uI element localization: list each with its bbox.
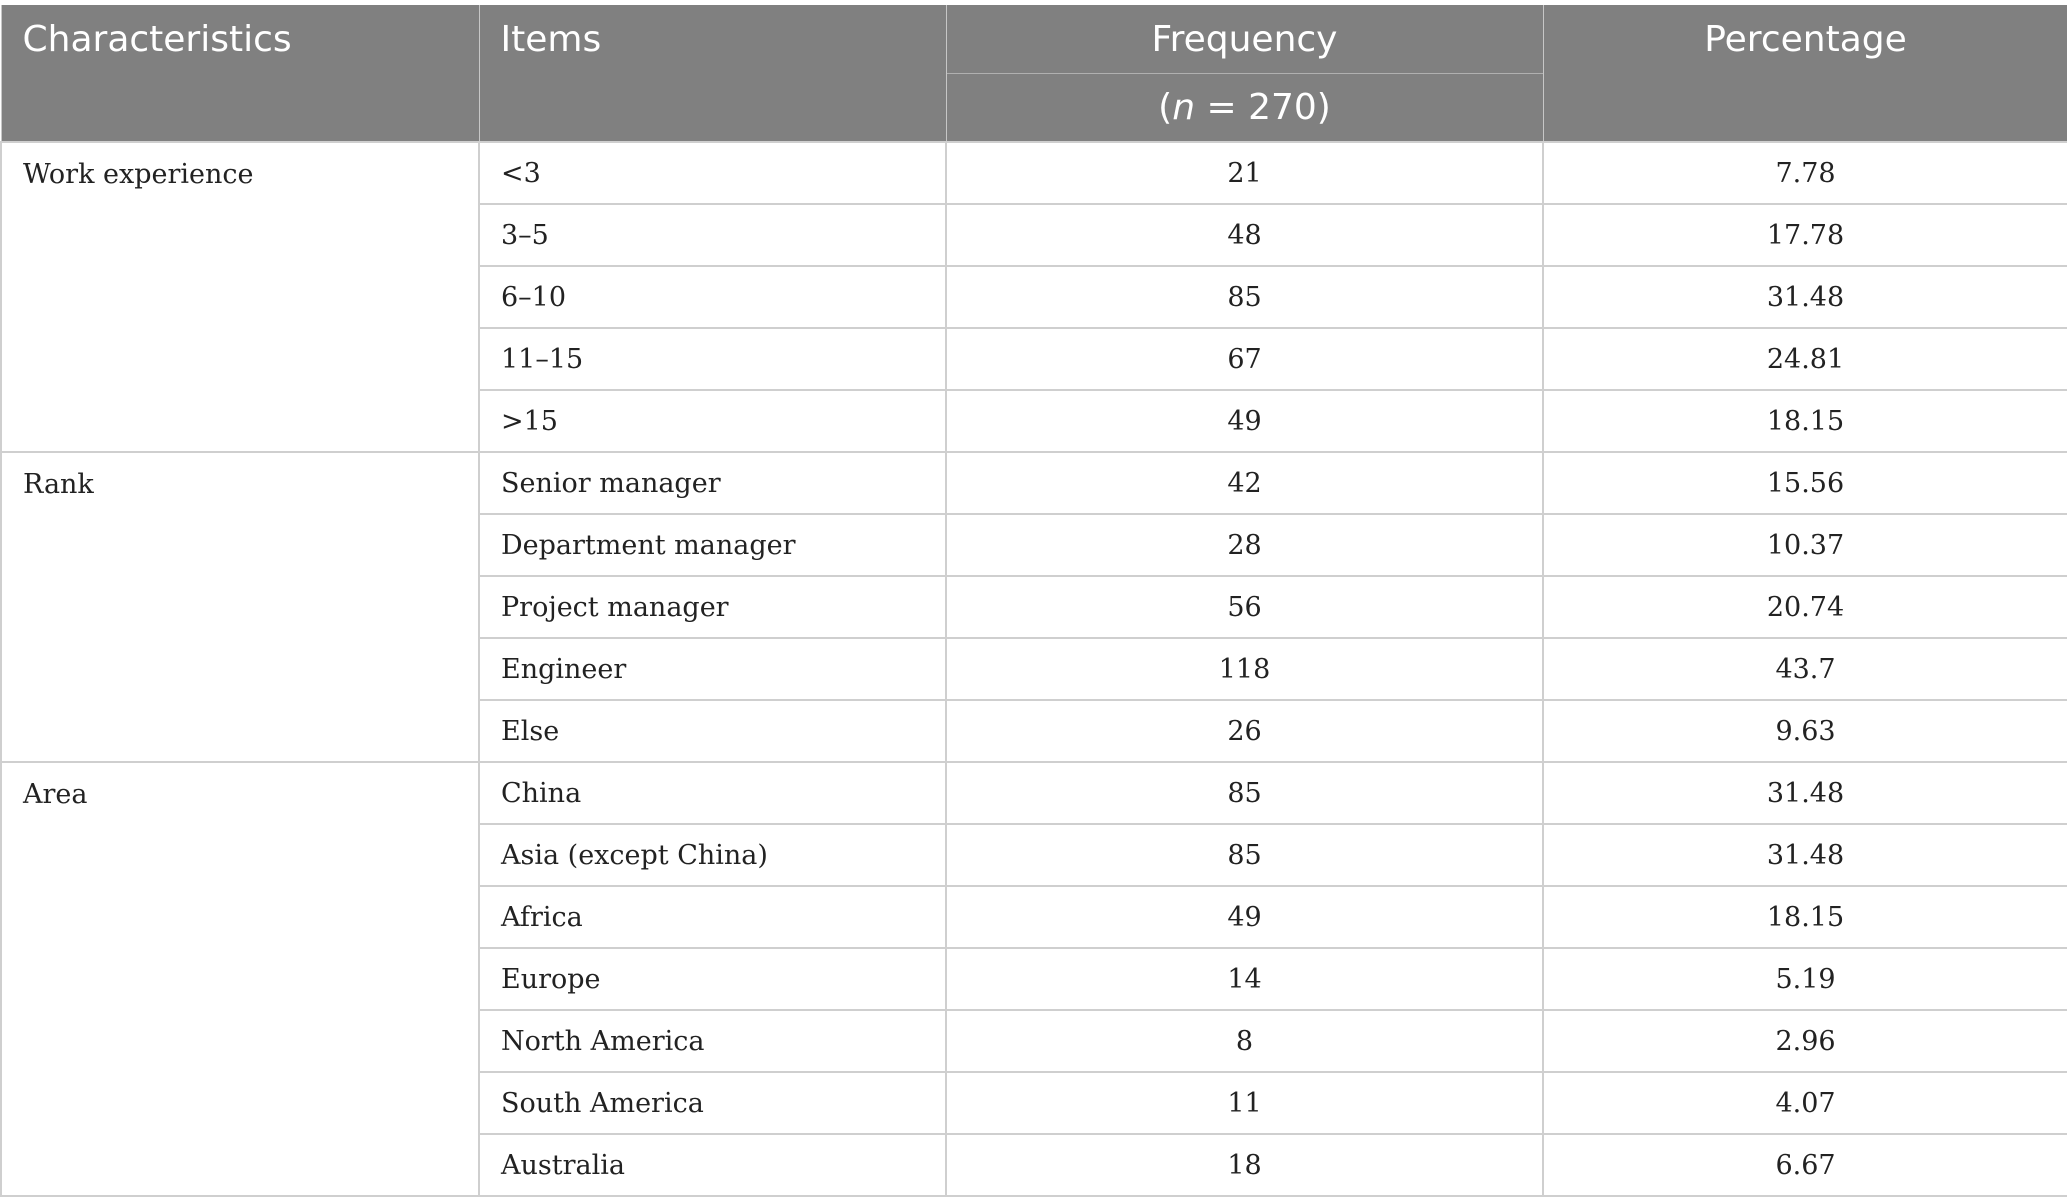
percentage-cell: 5.19 [1543, 948, 2067, 1010]
table-header [1, 5, 2067, 142]
frequency-cell: 42 [946, 452, 1543, 514]
frequency-cell: 85 [946, 824, 1543, 886]
percentage-cell: 18.15 [1543, 390, 2067, 452]
item-cell: >15 [479, 390, 946, 452]
table-row [1, 452, 2067, 514]
frequency-cell: 28 [946, 514, 1543, 576]
category-label: Area [1, 762, 479, 1196]
table-row [1, 142, 2067, 204]
header-frequency: Frequency [946, 5, 1543, 74]
frequency-cell: 8 [946, 1010, 1543, 1072]
frequency-cell: 18 [946, 1134, 1543, 1196]
percentage-cell: 31.48 [1543, 762, 2067, 824]
item-cell: 6–10 [479, 266, 946, 328]
item-cell: Else [479, 700, 946, 762]
item-cell: <3 [479, 142, 946, 204]
header-characteristics: Characteristics [1, 5, 479, 142]
percentage-cell: 6.67 [1543, 1134, 2067, 1196]
frequency-cell: 67 [946, 328, 1543, 390]
frequency-cell: 26 [946, 700, 1543, 762]
frequency-cell: 14 [946, 948, 1543, 1010]
frequency-cell: 11 [946, 1072, 1543, 1134]
frequency-cell: 49 [946, 886, 1543, 948]
header-percentage: Percentage [1543, 5, 2067, 142]
item-cell: Australia [479, 1134, 946, 1196]
percentage-cell: 4.07 [1543, 1072, 2067, 1134]
percentage-cell: 18.15 [1543, 886, 2067, 948]
item-cell: Asia (except China) [479, 824, 946, 886]
sample-size-n: n [1172, 87, 1196, 128]
frequency-cell: 48 [946, 204, 1543, 266]
frequency-cell: 85 [946, 762, 1543, 824]
header-sample-size [946, 74, 1543, 143]
header-items: Items [479, 5, 946, 142]
item-cell: Senior manager [479, 452, 946, 514]
frequency-cell: 56 [946, 576, 1543, 638]
frequency-cell: 118 [946, 638, 1543, 700]
frequency-cell: 85 [946, 266, 1543, 328]
item-cell: Africa [479, 886, 946, 948]
item-cell: 11–15 [479, 328, 946, 390]
category-label: Rank [1, 452, 479, 762]
percentage-cell: 31.48 [1543, 824, 2067, 886]
table-row [1, 762, 2067, 824]
percentage-cell: 9.63 [1543, 700, 2067, 762]
category-label: Work experience [1, 142, 479, 452]
demographics-table [0, 5, 2067, 1197]
item-cell: Engineer [479, 638, 946, 700]
percentage-cell: 43.7 [1543, 638, 2067, 700]
item-cell: Project manager [479, 576, 946, 638]
sample-size-open: ( [1158, 87, 1173, 128]
percentage-cell: 15.56 [1543, 452, 2067, 514]
item-cell: Department manager [479, 514, 946, 576]
item-cell: North America [479, 1010, 946, 1072]
item-cell: China [479, 762, 946, 824]
percentage-cell: 17.78 [1543, 204, 2067, 266]
percentage-cell: 7.78 [1543, 142, 2067, 204]
item-cell: South America [479, 1072, 946, 1134]
item-cell: Europe [479, 948, 946, 1010]
item-cell: 3–5 [479, 204, 946, 266]
percentage-cell: 10.37 [1543, 514, 2067, 576]
percentage-cell: 2.96 [1543, 1010, 2067, 1072]
sample-size-value: = 270) [1195, 87, 1331, 128]
table-body [1, 142, 2067, 1196]
percentage-cell: 20.74 [1543, 576, 2067, 638]
percentage-cell: 31.48 [1543, 266, 2067, 328]
frequency-cell: 49 [946, 390, 1543, 452]
frequency-cell: 21 [946, 142, 1543, 204]
percentage-cell: 24.81 [1543, 328, 2067, 390]
